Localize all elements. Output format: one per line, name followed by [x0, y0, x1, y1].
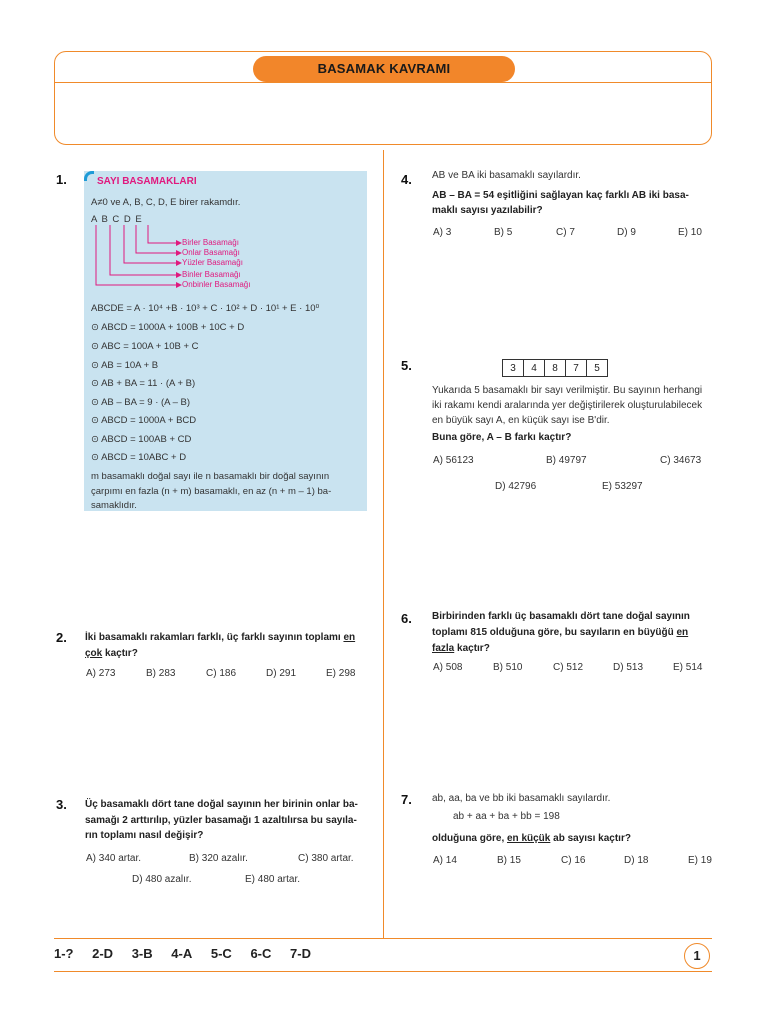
answer-option[interactable]: C) 186: [206, 668, 237, 679]
answer-option[interactable]: A) 3: [433, 227, 452, 238]
digit-box: 4: [523, 359, 545, 377]
question-number: 4.: [401, 172, 412, 187]
card-note: samaklıdır.: [91, 500, 137, 511]
digit-box: 3: [502, 359, 524, 377]
question-intro: ab, aa, ba ve bb iki basamaklı sayılardır.: [432, 793, 611, 804]
answer-option[interactable]: E) 514: [673, 662, 703, 673]
question-text-part: kaçtır?: [454, 643, 490, 654]
answer-option[interactable]: B) 15: [497, 855, 521, 866]
question-number: 2.: [56, 630, 67, 645]
answer-option[interactable]: E) 480 artar.: [245, 874, 301, 885]
emphasis-text: en küçük: [507, 833, 551, 844]
answer-option[interactable]: D) 18: [624, 855, 649, 866]
formula: ⊙ ABCD = 1000A + 100B + 10C + D: [91, 322, 245, 333]
answer-option[interactable]: A) 14: [433, 855, 457, 866]
place-label: Binler Basamağı: [182, 270, 241, 279]
card-intro: A≠0 ve A, B, C, D, E birer rakamdır.: [91, 197, 241, 208]
formula: ⊙ ABCD = 1000A + BCD: [91, 415, 197, 426]
answer-option[interactable]: E) 298: [326, 668, 356, 679]
answer-option[interactable]: D) 291: [266, 668, 297, 679]
question-number: 3.: [56, 797, 67, 812]
question-text-part: Birbirinden farklı üç basamaklı dört tane doğal sayının: [432, 611, 690, 622]
answer-option[interactable]: B) 510: [493, 662, 523, 673]
answer-key-item: 7-D: [290, 946, 311, 961]
answer-option[interactable]: E) 10: [678, 227, 702, 238]
answer-key-item: 4-A: [171, 946, 193, 961]
footer-line: [54, 971, 712, 972]
question-line: AB – BA = 54 eşitliğini sağlayan kaç farklı AB iki basa-: [432, 190, 689, 201]
answer-option[interactable]: B) 5: [494, 227, 513, 238]
card-corner-accent: [84, 171, 94, 181]
formula: ⊙ AB + BA = 11 · (A + B): [91, 378, 196, 389]
formula: ABCDE = A · 10⁴ +B · 10³ + C · 10² + D · 10¹ + E · 10⁰: [91, 303, 320, 314]
answer-option[interactable]: C) 512: [553, 662, 584, 673]
question-number: 6.: [401, 611, 412, 626]
emphasis-text: en: [676, 627, 689, 638]
answer-key-item: 2-D: [92, 946, 114, 961]
card-note: çarpımı en fazla (n + m) basamaklı, en az (n + m – 1) ba-: [91, 486, 332, 497]
answer-option[interactable]: D) 513: [613, 662, 644, 673]
question-line: Yukarıda 5 basamaklı bir sayı verilmiştir. Bu sayının herhangi: [432, 385, 703, 396]
formula: ⊙ ABCD = 10ABC + D: [91, 452, 187, 463]
question-intro: AB ve BA iki basamaklı sayılardır.: [432, 170, 581, 181]
page-number: 1: [684, 943, 710, 969]
answer-option[interactable]: B) 283: [146, 668, 176, 679]
place-label: Yüzler Basamağı: [182, 258, 243, 267]
formula: ⊙ ABCD = 100AB + CD: [91, 434, 192, 445]
column-divider: [383, 150, 384, 938]
answer-option[interactable]: D) 9: [617, 227, 636, 238]
question-text: [432, 609, 722, 657]
footer-line: [54, 938, 712, 939]
question-line: Üç basamaklı dört tane doğal sayının her birinin onlar ba-: [85, 799, 358, 810]
question-prompt: [432, 831, 631, 847]
question-line: maklı sayısı yazılabilir?: [432, 205, 543, 216]
answer-option[interactable]: B) 49797: [546, 455, 587, 466]
question-prompt: Buna göre, A – B farkı kaçtır?: [432, 432, 572, 443]
question-text-part: kaçtır?: [102, 648, 138, 659]
formula: ⊙ ABC = 100A + 10B + C: [91, 341, 199, 352]
place-label: Onbinler Basamağı: [182, 280, 251, 289]
card-note: m basamaklı doğal sayı ile n basamaklı bir doğal sayının: [91, 471, 330, 482]
digit-box: 8: [544, 359, 566, 377]
page-title: BASAMAK KAVRAMI: [253, 56, 515, 82]
question-line: iki rakamı kendi aralarında yer değiştirilerek oluşturulabilecek: [432, 400, 703, 411]
digit-letters: A B C D E: [91, 214, 143, 225]
answer-key-item: 6-C: [250, 946, 272, 961]
question-number: 5.: [401, 358, 412, 373]
question-line: samağı 2 arttırılıp, yüzler basamağı 1 azaltılırsa bu sayıla-: [85, 815, 357, 826]
answer-option[interactable]: E) 53297: [602, 481, 643, 492]
formula: ⊙ AB – BA = 9 · (A – B): [91, 397, 191, 408]
question-text-part: ab sayısı kaçtır?: [550, 833, 631, 844]
answer-option[interactable]: C) 34673: [660, 455, 702, 466]
emphasis-text: fazla: [432, 643, 455, 654]
answer-option[interactable]: E) 19: [688, 855, 712, 866]
answer-option[interactable]: A) 273: [86, 668, 116, 679]
answer-option[interactable]: A) 340 artar.: [86, 853, 142, 864]
answer-key: [54, 946, 326, 961]
question-line: en büyük sayı A, en küçük sayı ise B'dir.: [432, 415, 610, 426]
question-number: 1.: [56, 172, 67, 187]
place-value-arrows: [90, 225, 190, 295]
answer-key-item: 1-?: [54, 946, 74, 961]
place-label: Onlar Basamağı: [182, 248, 240, 257]
question-number: 7.: [401, 792, 412, 807]
equation: ab + aa + ba + bb = 198: [453, 811, 560, 822]
question-line: rın toplamı nasıl değişir?: [85, 830, 204, 841]
answer-key-item: 3-B: [131, 946, 153, 961]
emphasis-text: çok: [85, 648, 103, 659]
answer-option[interactable]: C) 380 artar.: [298, 853, 354, 864]
question-text-part: toplamı 815 olduğuna göre, bu sayıların en büyüğü: [432, 627, 677, 638]
answer-option[interactable]: C) 7: [556, 227, 575, 238]
digit-box: 5: [586, 359, 608, 377]
digit-box: 7: [565, 359, 587, 377]
answer-option[interactable]: D) 42796: [495, 481, 537, 492]
question-text-part: olduğuna göre,: [432, 833, 507, 844]
answer-option[interactable]: A) 508: [433, 662, 463, 673]
answer-option[interactable]: A) 56123: [433, 455, 474, 466]
emphasis-text: en: [343, 632, 356, 643]
answer-option[interactable]: D) 480 azalır.: [132, 874, 192, 885]
answer-option[interactable]: C) 16: [561, 855, 586, 866]
card-title: SAYI BASAMAKLARI: [97, 176, 197, 187]
answer-key-item: 5-C: [210, 946, 232, 961]
answer-option[interactable]: B) 320 azalır.: [189, 853, 248, 864]
question-text: [85, 630, 375, 662]
header-divider: [54, 82, 712, 83]
formula: ⊙ AB = 10A + B: [91, 360, 159, 371]
place-label: Birler Basamağı: [182, 238, 239, 247]
question-text-part: İki basamaklı rakamları farklı, üç farklı sayının toplamı: [85, 632, 344, 643]
digit-boxes: [503, 359, 608, 377]
